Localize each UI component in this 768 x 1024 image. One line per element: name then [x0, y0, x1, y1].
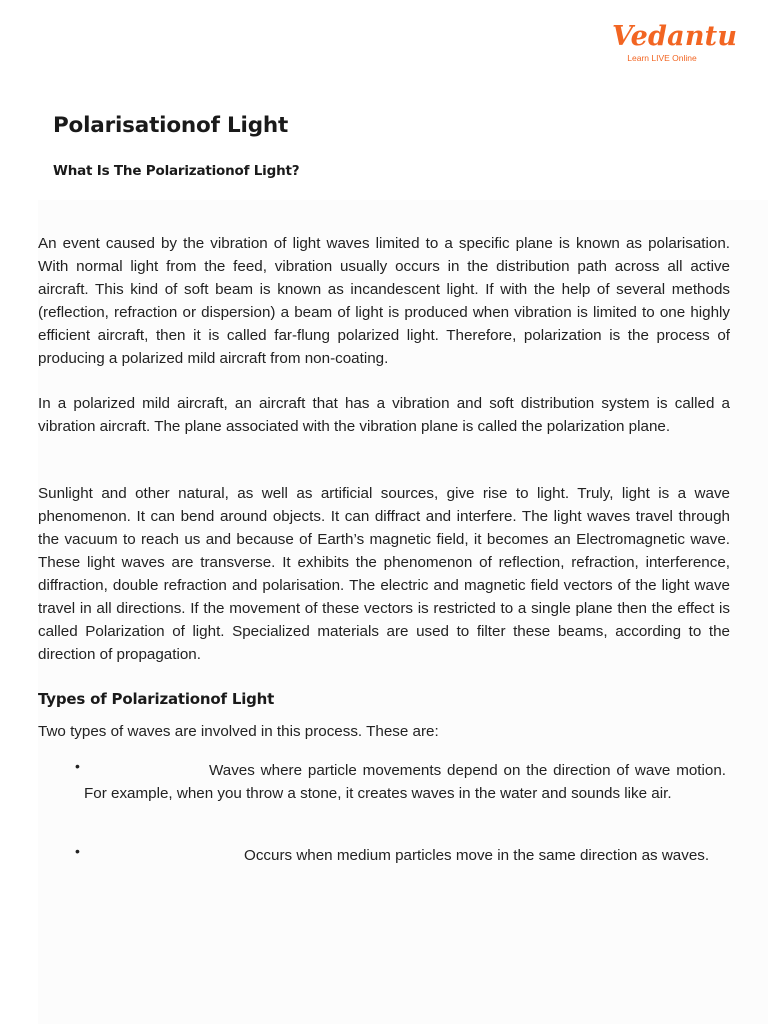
list-item: Occurs when medium particles move in the same direction as waves.	[244, 847, 710, 864]
paragraph-vibration-aircraft: In a polarized mild aircraft, an aircraft that has a vibration and soft distribution system is called a vibration aircraft. The plane associated with the vibration plane is called the polarization plane.	[38, 395, 730, 435]
paragraph-light-waves: Sunlight and other natural, as well as artificial sources, give rise to light. Truly, light is a wave phenomenon. It can bend around objects. It can diffract and interfere. The light waves travel through the vacuum to reach us and because of Earth’s magnetic field, it becomes an Electromagnetic wave. These light waves are transverse. It exhibits the phenomenon of reflection, refraction, interference, diffraction, double refraction and polarisation. The electric and magnetic field vectors of the light wave travel in all directions. If the movement of these vectors is restricted to a single plane then the effect is called Polarization of light. Specialized materials are used to filter these beams, according to the direction of propagation.	[38, 485, 730, 663]
page-title: Polarisationof Light	[53, 113, 289, 138]
logo-tagline: Learn LIVE Online	[627, 53, 697, 63]
list-item: Waves where particle movements depend on the direction of wave motion. For example, when you throw a stone, it creates waves in the water and sounds like air.	[84, 762, 726, 802]
section-subtitle: What Is The Polarizationof Light?	[53, 163, 300, 179]
brand-logo	[612, 21, 738, 63]
types-heading: Types of Polarizationof Light	[38, 690, 275, 708]
types-intro: Two types of waves are involved in this process. These are:	[38, 723, 439, 740]
logo-wordmark: Vedantu	[612, 21, 738, 52]
bullet-icon: •	[75, 758, 80, 774]
bullet-icon: •	[75, 843, 80, 859]
paragraph-polarisation-definition: An event caused by the vibration of light waves limited to a specific plane is known as polarisation. With normal light from the feed, vibration usually occurs in the distribution path across all active aircraft. This kind of soft beam is known as incandescent light. If with the help of several methods (reflection, refraction or dispersion) a beam of light is produced when vibration is limited to one highly efficient aircraft, then it is called far-flung polarized light. Therefore, polarization is the process of producing a polarized mild aircraft from non-coating.	[38, 235, 730, 367]
